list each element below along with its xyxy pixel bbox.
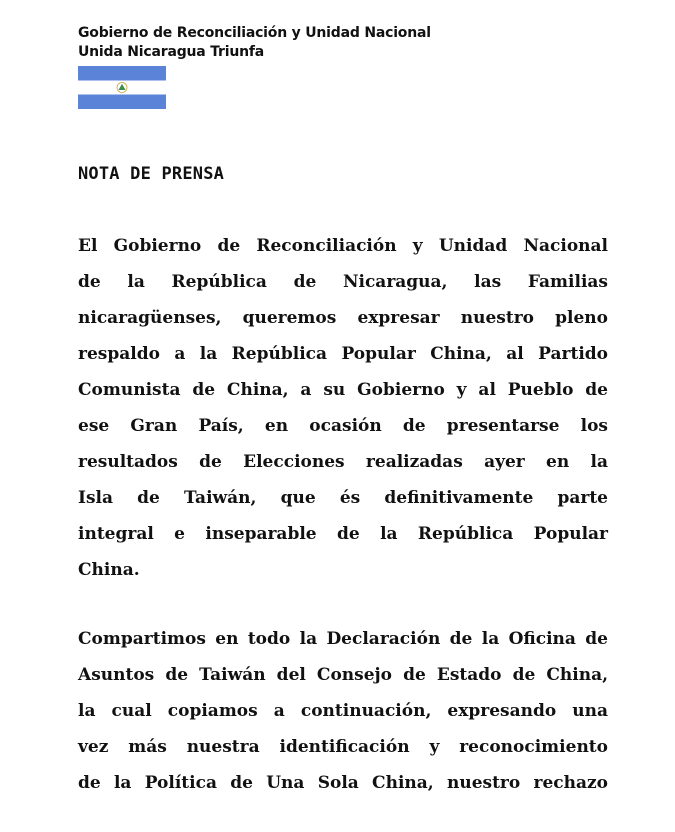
paragraph-line: respaldo a la República Popular China, al Partido (78, 344, 608, 364)
paragraph-line: la cual copiamos a continuación, expresando una (78, 701, 608, 721)
letterhead (78, 24, 498, 62)
nicaragua-flag-icon (78, 66, 166, 109)
letterhead-government-name: Gobierno de Reconciliación y Unidad Nacional (78, 25, 431, 41)
paragraph-2 (78, 621, 608, 801)
paragraph-line: Asuntos de Taiwán del Consejo de Estado de China, (78, 665, 608, 685)
document-title: NOTA DE PRENSA (78, 164, 225, 184)
letterhead-slogan: Unida Nicaragua Triunfa (78, 44, 264, 60)
paragraph-line: integral e inseparable de la República Popular (78, 524, 608, 544)
paragraph-line: resultados de Elecciones realizadas ayer en la (78, 452, 608, 472)
paragraph-line: Comunista de China, a su Gobierno y al Pueblo de (78, 380, 608, 400)
paragraph-line: Isla de Taiwán, que és definitivamente parte (78, 488, 608, 508)
paragraph-line: ese Gran País, en ocasión de presentarse los (78, 416, 608, 436)
paragraph-line: vez más nuestra identificación y reconocimiento (78, 737, 608, 757)
paragraph-line: de la República de Nicaragua, las Familias (78, 272, 608, 292)
paragraph-line: El Gobierno de Reconciliación y Unidad Nacional (78, 236, 608, 256)
paragraph-line: China. (78, 560, 140, 580)
paragraph-line: nicaragüenses, queremos expresar nuestro pleno (78, 308, 608, 328)
paragraph-line: de la Política de Una Sola China, nuestro rechazo (78, 773, 608, 793)
paragraph-line: Compartimos en todo la Declaración de la Oficina de (78, 629, 608, 649)
paragraph-1 (78, 228, 608, 588)
